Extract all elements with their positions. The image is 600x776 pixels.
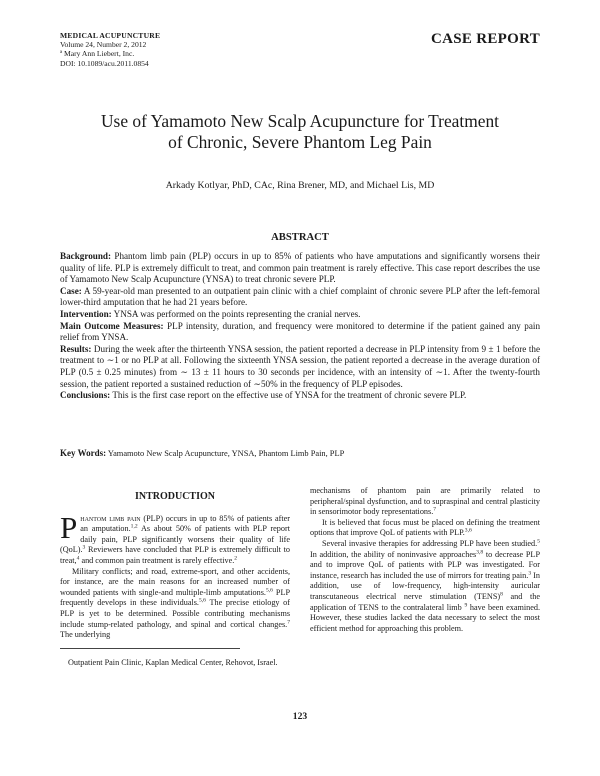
intro-text: PLP frequently develops in these individuals.: [60, 587, 291, 608]
section-label: CASE REPORT: [430, 31, 540, 47]
drop-cap: P: [60, 509, 78, 545]
intro-text: and common pain treatment is rarely effective.: [79, 555, 235, 565]
keywords-text: Yamamoto New Scalp Acupuncture, YNSA, Phantom Limb Pain, PLP: [106, 449, 345, 458]
intro-paragraph-4: [310, 539, 540, 634]
left-column: [60, 492, 290, 641]
footnote-divider: [60, 648, 240, 649]
citation: 5: [537, 538, 540, 545]
citation: 3: [82, 544, 86, 551]
abstract-body: [60, 251, 540, 402]
keywords-label: Key Words:: [60, 448, 107, 458]
citation: 5,6: [265, 587, 273, 594]
citation: 8: [500, 591, 503, 598]
right-column: [310, 486, 540, 634]
abstract-heading: ABSTRACT: [271, 232, 329, 243]
abstract-case: [60, 286, 540, 309]
intro-text: In addition, use of low-frequency, high-intensity auricular transcutaneous electrical nerve stimulation (TENS): [310, 570, 540, 601]
intro-smallcaps: hantom limb pain: [80, 513, 141, 523]
citation: 7: [287, 618, 290, 625]
abstract-conclusions-text: This is the first case report on the effective use of YNSA for the treatment of chronic severe PLP.: [110, 390, 467, 401]
affiliation-footnote: Outpatient Pain Clinic, Kaplan Medical Center, Rehovot, Israel.: [68, 658, 278, 667]
abstract-case-label: Case:: [60, 285, 82, 296]
intro-text: have been examined. However, these studies lacked the data necessary to select the most efficient method for approaching this problem.: [310, 602, 540, 633]
abstract-conclusions: [60, 390, 540, 402]
abstract-results-label: Results:: [60, 343, 92, 354]
intro-paragraph-3: [310, 518, 540, 539]
article-title: [60, 111, 540, 153]
citation: 5,6: [198, 597, 206, 604]
journal-volume: Volume 24, Number 2, 2012: [60, 40, 147, 50]
journal-doi: DOI: 10.1089/acu.2011.0854: [60, 58, 149, 68]
authors: Arkady Kotlyar, PhD, CAc, Rina Brener, MD, and Michael Lis, MD: [165, 180, 435, 191]
abstract-outcome-label: Main Outcome Measures:: [60, 320, 164, 331]
keywords: [60, 448, 540, 458]
journal-copyright: ª Mary Ann Liebert, Inc.: [60, 49, 135, 59]
citation: 3,6: [464, 527, 472, 534]
abstract-case-text: A 59-year-old man presented to an outpatient pain clinic with a chief complaint of chronic severe PLP after the left-femoral lower-third amputation that he had 21 years before.: [60, 285, 540, 308]
intro-text: Reviewers have concluded that PLP is extremely difficult to treat,: [60, 545, 290, 565]
intro-paragraph-1: [60, 509, 290, 567]
intro-text: The underlying: [60, 630, 111, 640]
intro-text: to decrease PLP and to improve QoL of patients with PLP was investigated. For instance, research has included the use of mirrors for treating pain.: [310, 549, 540, 580]
intro-text: As about 50% of patients with PLP report daily pain, PLP significantly worsens their quality of life (QoL).: [60, 524, 290, 555]
intro-text: It is believed that focus must be placed on defining the treatment options that improve QoL of patients with PLP.: [310, 517, 540, 538]
abstract-intervention-text: YNSA was performed on the points representing the cranial nerves.: [111, 308, 361, 319]
abstract-background: [60, 251, 540, 286]
intro-text: and the application of TENS to the contralateral limb: [310, 591, 540, 612]
citation: 3,8: [476, 548, 484, 555]
intro-text: In addition, the ability of noninvasive approaches: [310, 549, 477, 559]
intro-text: Military conflicts; and road, extreme-sport, and other accidents, for instance, are the main reasons for an increased number of wounded patients with single-and multiple-limb amputations.: [60, 566, 290, 597]
abstract-outcome: [60, 321, 540, 344]
intro-text: (PLP) occurs in up to 85% of patients after an amputation.: [80, 513, 290, 534]
abstract-background-label: Background:: [60, 251, 112, 261]
abstract-intervention: [60, 309, 540, 321]
page-number: 123: [292, 711, 308, 722]
title-line-2: of Chronic, Severe Phantom Leg Pain: [168, 132, 432, 152]
citation: 3: [528, 570, 532, 577]
citation: 9: [464, 601, 468, 608]
introduction-heading: INTRODUCTION: [134, 491, 215, 502]
abstract-background-text: Phantom limb pain (PLP) occurs in up to 85% of patients who have amputations and significantly worsens their quality of life. PLP is extremely difficult to treat, and common pain treatment is rarely effective. This case report describes the use of Yamamoto New Scalp Acupuncture (YNSA) to treat chronic severe PLP.: [60, 251, 540, 285]
citation: 4: [76, 555, 80, 562]
citation: 7: [433, 506, 437, 513]
abstract-intervention-label: Intervention:: [60, 308, 112, 319]
citation: 1,2: [130, 523, 138, 530]
intro-text: Several invasive therapies for addressing PLP have been studied.: [322, 538, 538, 548]
intro-paragraph-2: [60, 567, 290, 641]
citation: 2: [234, 555, 238, 562]
journal-info: [60, 31, 160, 68]
abstract-results: [60, 344, 540, 390]
abstract-conclusions-label: Conclusions:: [60, 390, 111, 401]
intro-text: The precise etiology of PLP is yet to be determined. Possible contributing mechanisms include stump-related pathology, and spinal and cortical changes.: [60, 598, 290, 629]
abstract-outcome-text: PLP intensity, duration, and frequency were monitored to determine if the patient gained any pain relief from YNSA.: [60, 320, 541, 343]
title-line-1: Use of Yamamoto New Scalp Acupuncture for Treatment: [101, 111, 499, 131]
intro-text: mechanisms of phantom pain are primarily related to peripheral/spinal dysfunction, and to supraspinal and central plasticity in sensorimotor body representations.: [310, 486, 540, 517]
abstract-results-text: During the week after the thirteenth YNSA session, the patient reported a decrease in PLP intensity from 9 ± 1 before the treatment to ∼1 or no PLP at all. Following the sixteenth YNSA session, the patient reported a decrease in the average duration of PLP (0.5 ± 0.25 minutes) from ∼ 13 ± 11 hours to 30 seconds per incidence, with an intensity of ∼1. After the twenty-fourth session, the patient reported a sustained reduction of ∼50% in the frequency of PLP episodes.: [60, 343, 540, 389]
journal-name: MEDICAL ACUPUNCTURE: [60, 31, 161, 40]
intro-paragraph-2-continued: [310, 486, 540, 518]
